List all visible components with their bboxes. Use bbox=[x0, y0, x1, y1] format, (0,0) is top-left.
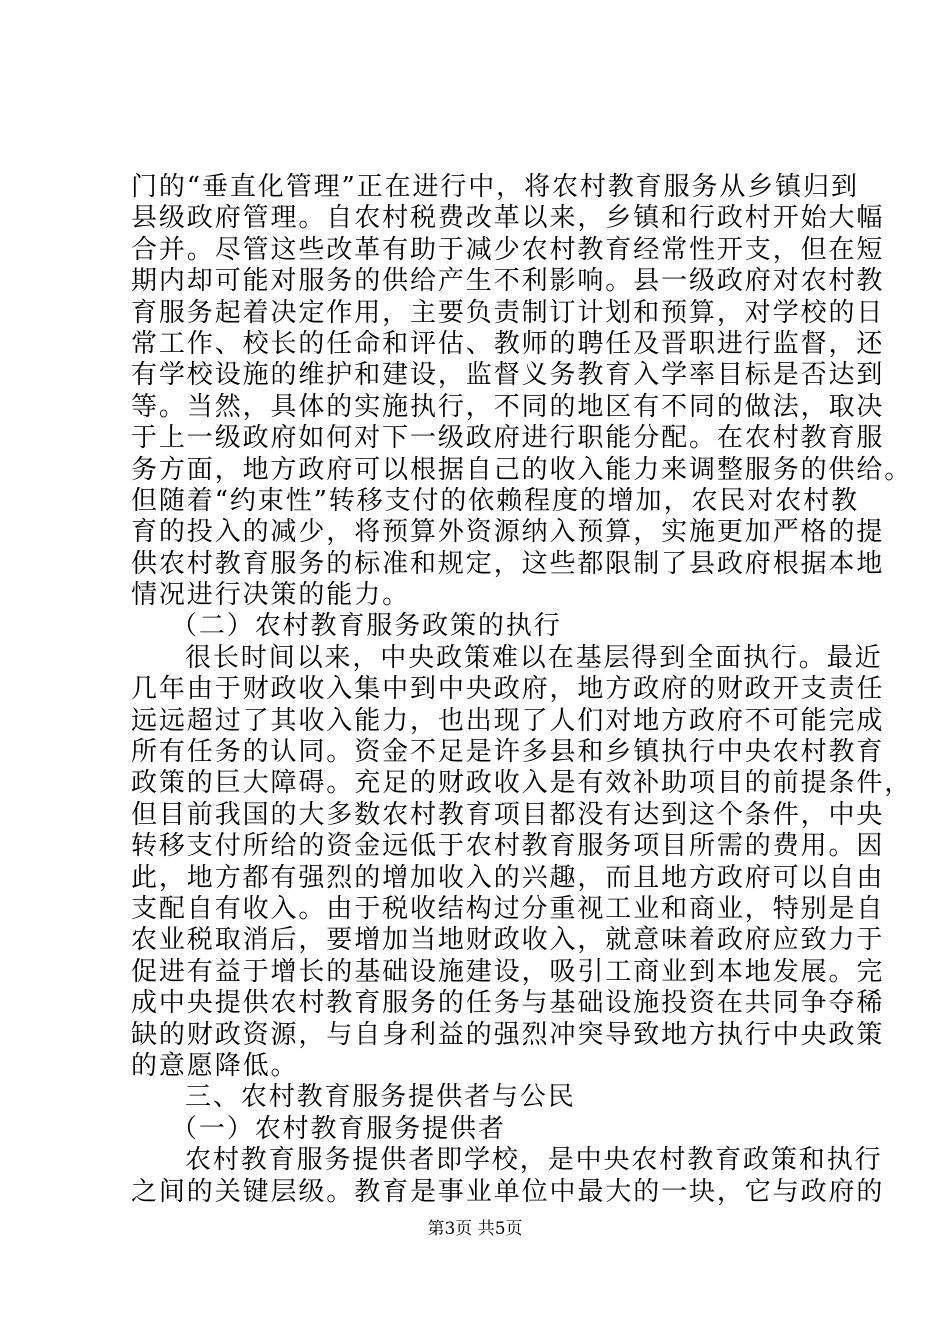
body-line: 供农村教育服务的标准和规定，这些都限制了县政府根据本地 bbox=[131, 548, 885, 579]
body-line: 务方面，地方政府可以根据自己的收入能力来调整服务的供给。 bbox=[131, 454, 913, 485]
body-line: 期内却可能对服务的供给产生不利影响。县一级政府对农村教 bbox=[131, 266, 885, 297]
body-line: 等。当然，具体的实施执行，不同的地区有不同的做法，取决 bbox=[131, 391, 885, 422]
body-line: 但目前我国的大多数农村教育项目都没有达到这个条件，中央 bbox=[131, 799, 885, 830]
document-body bbox=[131, 172, 913, 1208]
body-line: 支配自有收入。由于税收结构过分重视工业和商业，特别是自 bbox=[131, 893, 885, 924]
body-line: 的意愿降低。 bbox=[131, 1050, 299, 1081]
body-line: 促进有益于增长的基础设施建设，吸引工商业到本地发展。完 bbox=[131, 956, 885, 987]
body-line: 成中央提供农村教育服务的任务与基础设施投资在共同争夺稀 bbox=[131, 988, 885, 1019]
section-heading: （二）农村教育服务政策的执行 bbox=[171, 611, 562, 642]
body-line: 转移支付所给的资金远低于农村教育服务项目所需的费用。因 bbox=[131, 831, 885, 862]
body-line: 此，地方都有强烈的增加收入的兴趣，而且地方政府可以自由 bbox=[131, 862, 885, 893]
body-line: 育的投入的减少，将预算外资源纳入预算，实施更加严格的提 bbox=[131, 517, 885, 548]
body-line: 但随着“约束性”转移支付的依赖程度的增加，农民对农村教 bbox=[131, 485, 859, 516]
page-footer bbox=[0, 1219, 950, 1239]
body-line: 合并。尽管这些改革有助于减少农村教育经常性开支，但在短 bbox=[131, 234, 885, 265]
body-line: 之间的关键层级。教育是事业单位中最大的一块，它与政府的 bbox=[131, 1176, 885, 1207]
paragraph-first-line: 农村教育服务提供者即学校，是中央农村教育政策和执行 bbox=[185, 1145, 883, 1176]
body-line: 有学校设施的维护和建设，监督义务教育入学率目标是否达到 bbox=[131, 360, 885, 391]
section-heading: 三、农村教育服务提供者与公民 bbox=[185, 1082, 576, 1113]
page-number: 第3页 共5页 bbox=[427, 1219, 523, 1239]
body-line: 农业税取消后，要增加当地财政收入，就意味着政府应致力于 bbox=[131, 925, 885, 956]
body-line: 育服务起着决定作用，主要负责制订计划和预算，对学校的日 bbox=[131, 297, 885, 328]
body-line: 于上一级政府如何对下一级政府进行职能分配。在农村教育服 bbox=[131, 423, 885, 454]
body-line: 常工作、校长的任命和评估、教师的聘任及晋职进行监督，还 bbox=[131, 328, 885, 359]
body-line: 政策的巨大障碍。充足的财政收入是有效补助项目的前提条件， bbox=[131, 768, 913, 799]
body-line: 几年由于财政收入集中到中央政府，地方政府的财政开支责任 bbox=[131, 674, 885, 705]
body-line: 远远超过了其收入能力，也出现了人们对地方政府不可能完成 bbox=[131, 705, 885, 736]
paragraph-first-line: 很长时间以来，中央政策难以在基层得到全面执行。最近 bbox=[185, 642, 883, 673]
subsection-heading: （一）农村教育服务提供者 bbox=[171, 1113, 506, 1144]
body-line: 缺的财政资源，与自身利益的强烈冲突导致地方执行中央政策 bbox=[131, 1019, 885, 1050]
body-line: 情况进行决策的能力。 bbox=[131, 580, 411, 611]
body-line: 县级政府管理。自农村税费改革以来，乡镇和行政村开始大幅 bbox=[131, 203, 885, 234]
body-line: 所有任务的认同。资金不足是许多县和乡镇执行中央农村教育 bbox=[131, 737, 885, 768]
body-line: 门的“垂直化管理”正在进行中，将农村教育服务从乡镇归到 bbox=[131, 172, 859, 202]
